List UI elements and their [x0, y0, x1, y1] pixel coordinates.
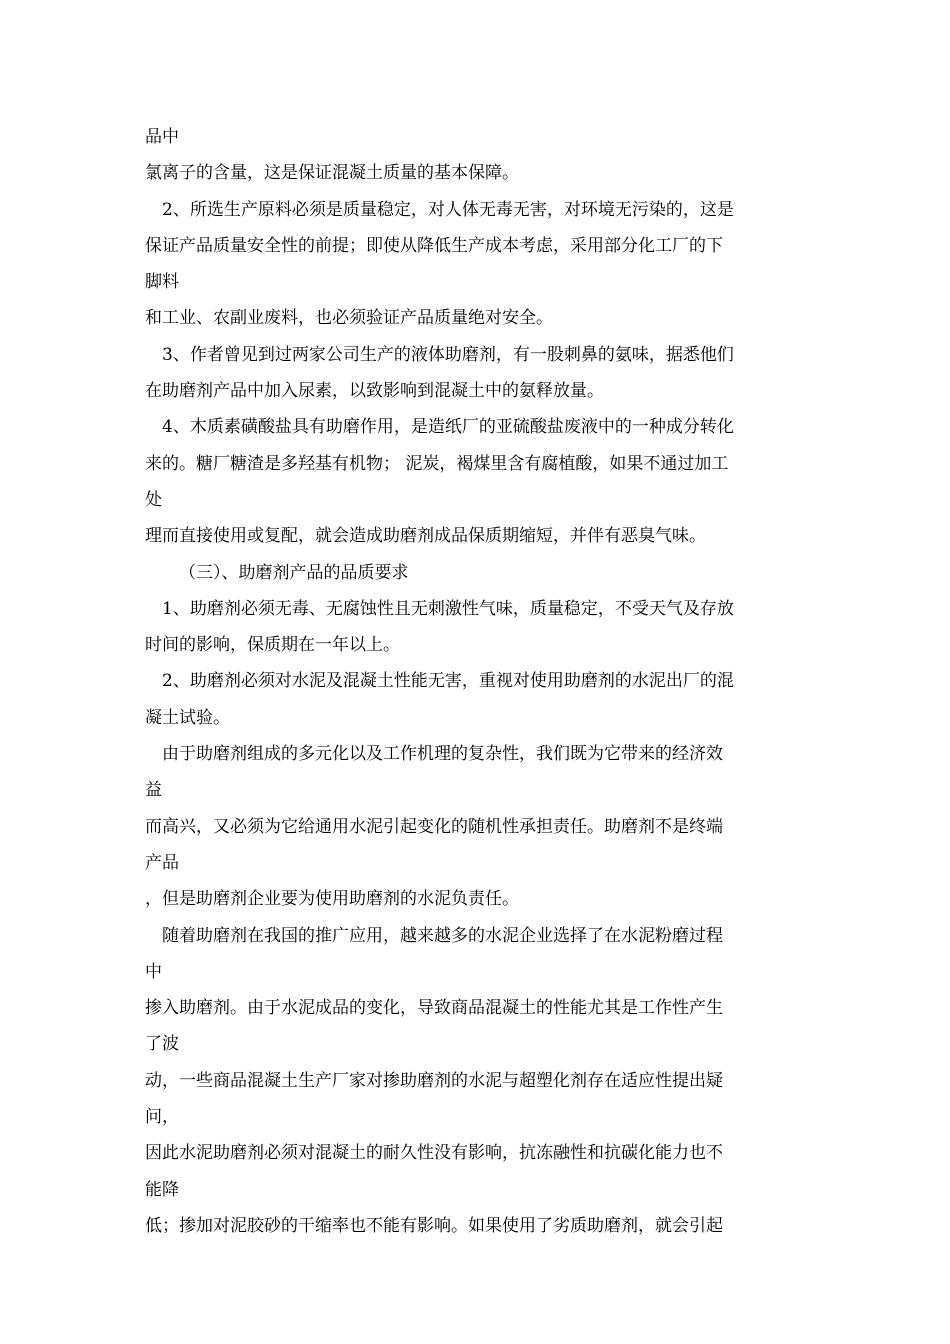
text-line: 氯离子的含量，这是保证混凝土质量的基本保障。: [145, 163, 519, 184]
text-line: 时间的影响，保质期在一年以上。: [145, 635, 400, 656]
text-line: 掺入助磨剂。由于水泥成品的变化，导致商品混凝土的性能尤其是工作性产生: [145, 998, 723, 1019]
text-line: 中: [145, 961, 162, 982]
text-line: 了波: [145, 1034, 179, 1055]
section-heading: （三）、助磨剂产品的品质要求: [179, 562, 409, 583]
text-line: 益: [145, 780, 162, 801]
text-line: 2、所选生产原料必须是质量稳定，对人体无毒无害，对环境无污染的，这是: [162, 199, 734, 220]
text-line: 随着助磨剂在我国的推广应用，越来越多的水泥企业选择了在水泥粉磨过程: [162, 925, 723, 946]
text-line: 由于助磨剂组成的多元化以及工作机理的复杂性，我们既为它带来的经济效: [162, 744, 723, 765]
text-line: 3、作者曾见到过两家公司生产的液体助磨剂，有一股刺鼻的氨味，据悉他们: [162, 344, 734, 365]
text-line: 产品: [145, 852, 179, 873]
text-line: 动，一些商品混凝土生产厂家对掺助磨剂的水泥与超塑化剂存在适应性提出疑: [145, 1070, 723, 1091]
text-line: 脚料: [145, 272, 179, 293]
text-line: 低；掺加对泥胶砂的干缩率也不能有影响。如果使用了劣质助磨剂，就会引起: [145, 1215, 723, 1236]
text-line: 在助磨剂产品中加入尿素，以致影响到混凝土中的氨释放量。: [145, 381, 604, 402]
text-line: 凝土试验。: [145, 707, 230, 728]
text-line: ，但是助磨剂企业要为使用助磨剂的水泥负责任。: [145, 889, 519, 910]
text-line: 1、助磨剂必须无毒、无腐蚀性且无刺激性气味，质量稳定，不受天气及存放: [162, 598, 734, 619]
text-line: 品中: [145, 127, 179, 147]
text-line: 而高兴，又必须为它给通用水泥引起变化的随机性承担责任。助磨剂不是终端: [145, 816, 723, 837]
text-line: 因此水泥助磨剂必须对混凝土的耐久性没有影响，抗冻融性和抗碳化能力也不: [145, 1143, 723, 1164]
text-line: 保证产品质量安全性的前提；即使从降低生产成本考虑，采用部分化工厂的下: [145, 235, 723, 256]
text-line: 处: [145, 489, 162, 510]
text-line: 问，: [145, 1107, 179, 1128]
text-line: 2、助磨剂必须对水泥及混凝土性能无害，重视对使用助磨剂的水泥出厂的混: [162, 671, 734, 692]
text-line: 和工业、农副业废料，也必须验证产品质量绝对安全。: [145, 308, 553, 329]
text-line: 4、木质素磺酸盐具有助磨作用，是造纸厂的亚硫酸盐废液中的一种成分转化: [162, 417, 734, 438]
text-line: 来的。糖厂糖渣是多羟基有机物； 泥炭，褐煤里含有腐植酸，如果不通过加工: [145, 453, 729, 474]
text-line: 能降: [145, 1179, 179, 1200]
text-line: 理而直接使用或复配，就会造成助磨剂成品保质期缩短，并伴有恶臭气味。: [145, 526, 706, 547]
document-body: [145, 119, 810, 1244]
